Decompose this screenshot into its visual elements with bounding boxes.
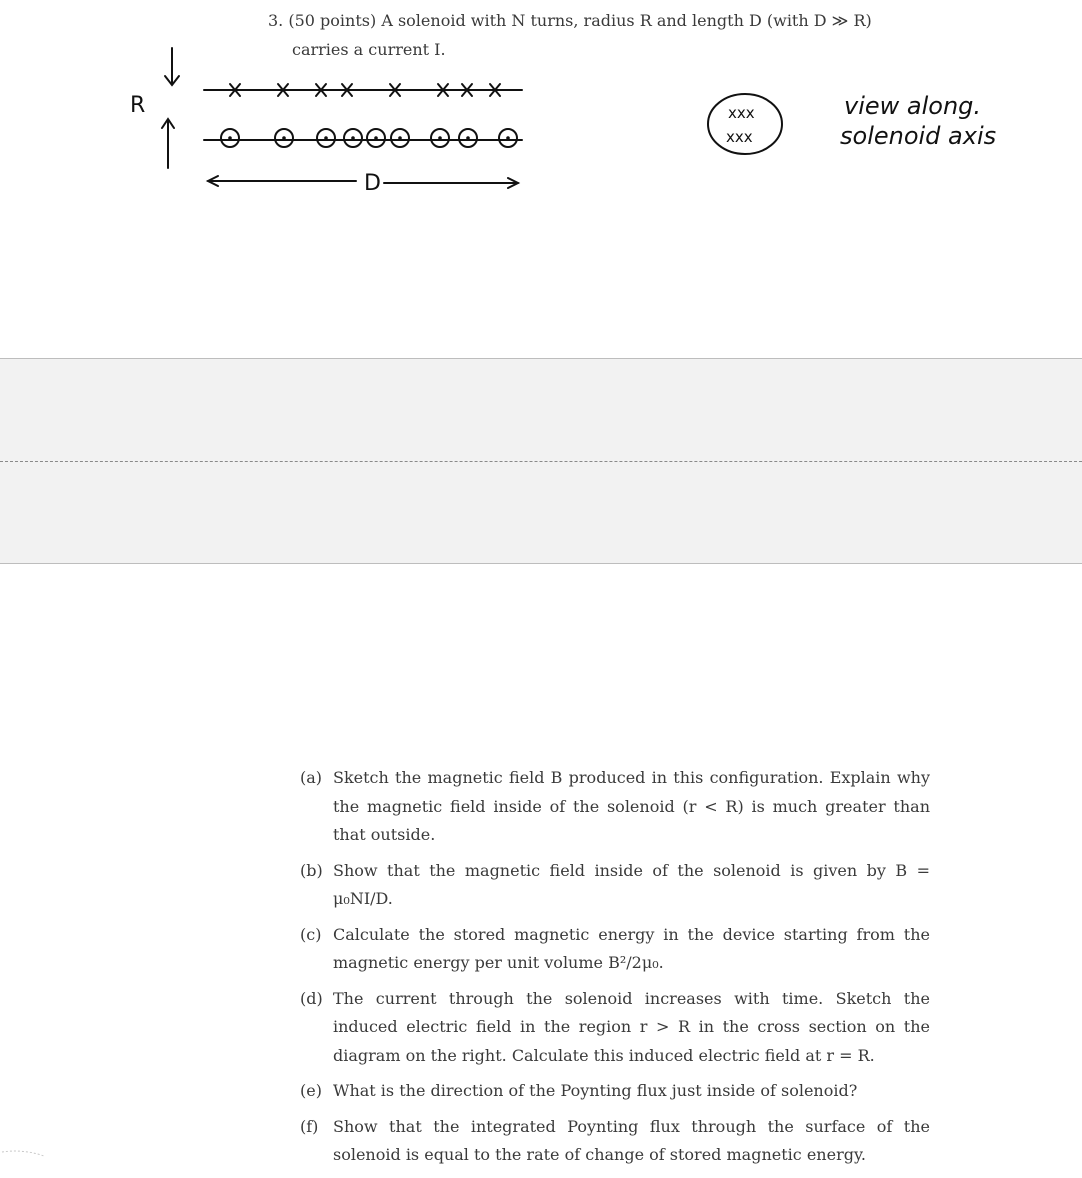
part-text: Sketch the magnetic field B produced in this configuration. Explain why the magnetic field inside of the solenoid (r < R) is much greater than that outside.	[333, 768, 930, 844]
problem-line-1: (50 points) A solenoid with N turns, radius R and length D (with D ≫ R)	[288, 11, 872, 30]
part-label: (b)	[300, 860, 323, 880]
current-out-of-page-marks	[221, 129, 517, 147]
axial-view-sketch	[700, 88, 800, 168]
scan-artifact	[0, 1142, 60, 1172]
part-text: Calculate the stored magnetic energy in the device starting from the magnetic energy per unit volume B²/2μ₀.	[333, 924, 930, 972]
page-break-line	[0, 461, 1082, 462]
axis-view-row-1: xxx	[728, 104, 755, 122]
part-text: Show that the magnetic field inside of the solenoid is given by B = μ₀NI/D.	[333, 860, 930, 908]
view-note	[836, 84, 1056, 164]
page-break-band	[0, 358, 1082, 564]
part-label: (d)	[300, 988, 323, 1008]
length-label: D	[364, 171, 381, 196]
part-a	[300, 764, 930, 850]
part-label: (a)	[300, 768, 323, 787]
part-label: (e)	[300, 1081, 322, 1100]
view-note-line-2: solenoid axis	[840, 122, 997, 150]
part-text: Show that the integrated Poynting flux through the surface of the solenoid is equal to the rate of change of stored magnetic energy.	[333, 1116, 930, 1164]
part-f	[300, 1113, 930, 1170]
part-label: (f)	[300, 1116, 319, 1136]
axis-view-row-2: xxx	[726, 128, 753, 146]
problem-line-2: carries a current I.	[292, 40, 446, 59]
solenoid-sketch	[120, 40, 540, 200]
problem-number: 3.	[268, 11, 284, 30]
radius-label: R	[130, 93, 146, 118]
part-e	[300, 1077, 930, 1106]
part-d	[300, 985, 930, 1071]
part-c	[300, 921, 930, 978]
part-label: (c)	[300, 924, 322, 944]
view-note-line-1: view along.	[844, 92, 982, 120]
part-b	[300, 857, 930, 914]
part-text: The current through the solenoid increases with time. Sketch the induced electric field in the region r > R in the cross section on the diagram on the right. Calculate this induced electric field at r = R.	[333, 988, 930, 1065]
problem-parts	[300, 764, 930, 1177]
part-text: What is the direction of the Poynting flux just inside of solenoid?	[333, 1081, 858, 1100]
